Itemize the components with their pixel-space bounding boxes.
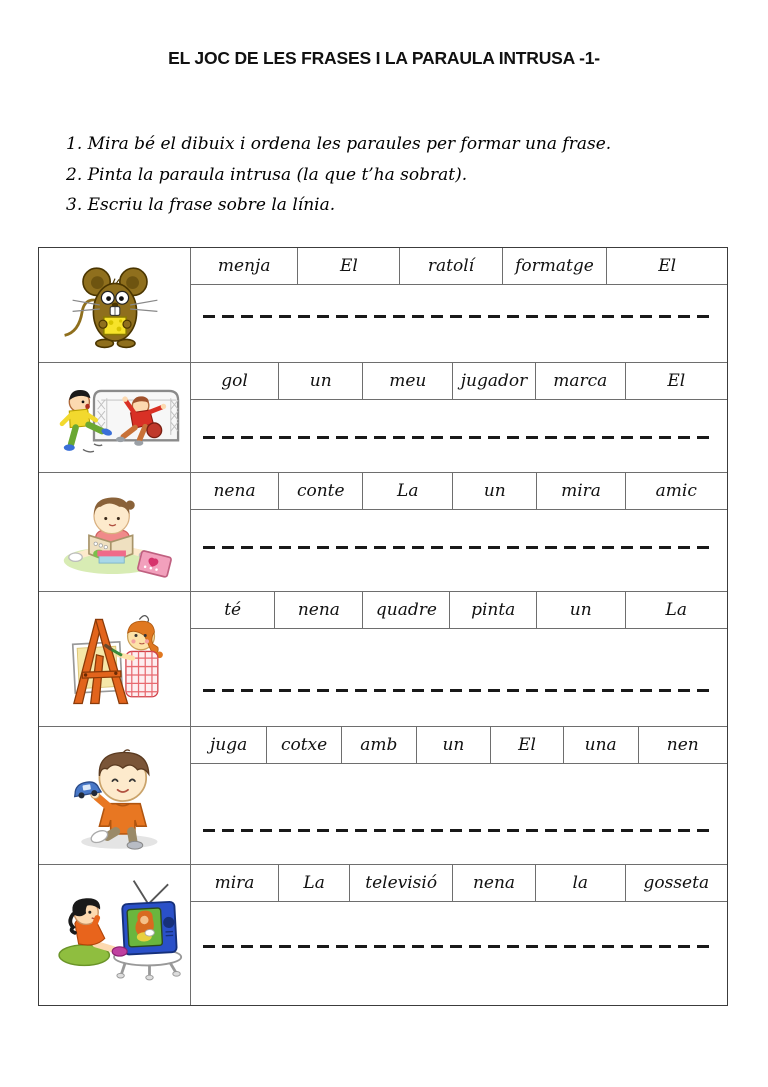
- word-card: gol: [191, 363, 279, 399]
- row-4-word-cards: [191, 592, 727, 629]
- word-card: amb: [342, 727, 417, 763]
- sentence-row-5: [39, 726, 727, 864]
- mouse-cheese-illustration: [55, 253, 175, 357]
- child-reading-illustration: [52, 478, 178, 586]
- word-card: té: [191, 592, 275, 628]
- writing-line: [203, 315, 715, 318]
- row-6-illustration-cell: [39, 865, 191, 1005]
- word-card: jugador: [453, 363, 536, 399]
- row-5-writing-area: [191, 764, 727, 864]
- word-card: marca: [536, 363, 626, 399]
- word-card: un: [453, 473, 537, 509]
- row-6-word-cards: [191, 865, 727, 902]
- writing-line: [203, 436, 715, 439]
- word-card: El: [491, 727, 564, 763]
- word-card: La: [363, 473, 453, 509]
- row-5-content: [191, 727, 727, 864]
- instruction-line-1: 1. Mira bé el dibuix i ordena les paraules per formar una frase.: [66, 134, 612, 154]
- writing-line: [203, 689, 715, 692]
- row-3-illustration-cell: [39, 473, 191, 591]
- row-1-content: [191, 248, 727, 362]
- writing-line: [203, 945, 715, 948]
- writing-line: [203, 829, 715, 832]
- word-card: mira: [191, 865, 279, 901]
- row-2-word-cards: [191, 363, 727, 400]
- word-card: nena: [275, 592, 363, 628]
- instructions-list: [66, 129, 730, 221]
- word-card: un: [537, 592, 626, 628]
- word-card: nen: [666, 734, 699, 755]
- sentence-row-3: [39, 472, 727, 591]
- word-card: televisió: [350, 865, 453, 901]
- row-1-word-cards: [191, 248, 727, 285]
- sentence-exercise-table: [38, 247, 728, 1006]
- word-card: un: [279, 363, 363, 399]
- row-6-content: [191, 865, 727, 1005]
- worksheet-title: EL JOC DE LES FRASES I LA PARAULA INTRUSA -1-: [168, 48, 600, 68]
- row-3-writing-area: [191, 510, 727, 591]
- word-card: cotxe: [267, 727, 342, 763]
- girl-watching-tv-illustration: [45, 875, 185, 985]
- word-card: una: [564, 727, 639, 763]
- boy-toy-car-illustration: [50, 732, 180, 858]
- sentence-row-1: [39, 248, 727, 362]
- word-card: meu: [363, 363, 453, 399]
- word-card: formatge: [503, 248, 608, 284]
- word-card: pinta: [450, 592, 536, 628]
- word-card: mira: [537, 473, 625, 509]
- writing-line: [203, 546, 715, 549]
- row-1-illustration-cell: [39, 248, 191, 362]
- row-4-writing-area: [191, 629, 727, 726]
- row-1-writing-area: [191, 285, 727, 362]
- girl-painting-illustration: [52, 597, 178, 721]
- row-4-content: [191, 592, 727, 726]
- row-2-illustration-cell: [39, 363, 191, 472]
- word-card: un: [417, 727, 492, 763]
- word-card: La: [279, 865, 350, 901]
- sentence-row-2: [39, 362, 727, 472]
- row-2-writing-area: [191, 400, 727, 472]
- row-5-illustration-cell: [39, 727, 191, 864]
- word-card: quadre: [363, 592, 450, 628]
- word-card: El: [658, 255, 677, 276]
- word-card: ratolí: [400, 248, 502, 284]
- row-3-content: [191, 473, 727, 591]
- word-card: juga: [191, 727, 267, 763]
- word-card: El: [667, 370, 686, 391]
- word-card: conte: [279, 473, 363, 509]
- row-6-writing-area: [191, 902, 727, 1005]
- sentence-row-6: [39, 864, 727, 1005]
- word-card: gosseta: [643, 872, 710, 893]
- instruction-line-2: 2. Pinta la paraula intrusa (la que t’ha sobrat).: [66, 164, 468, 185]
- instruction-line-3: 3. Escriu la frase sobre la línia.: [66, 195, 336, 215]
- word-card: amic: [655, 480, 697, 501]
- word-card: menja: [191, 248, 298, 284]
- row-4-illustration-cell: [39, 592, 191, 726]
- soccer-goal-illustration: [46, 369, 184, 465]
- word-card: la: [536, 865, 626, 901]
- row-2-content: [191, 363, 727, 472]
- sentence-row-4: [39, 591, 727, 726]
- word-card: La: [665, 599, 687, 620]
- word-card: El: [298, 248, 400, 284]
- word-card: nena: [191, 473, 279, 509]
- row-3-word-cards: [191, 473, 727, 510]
- row-5-word-cards: [191, 727, 727, 764]
- word-card: nena: [453, 865, 536, 901]
